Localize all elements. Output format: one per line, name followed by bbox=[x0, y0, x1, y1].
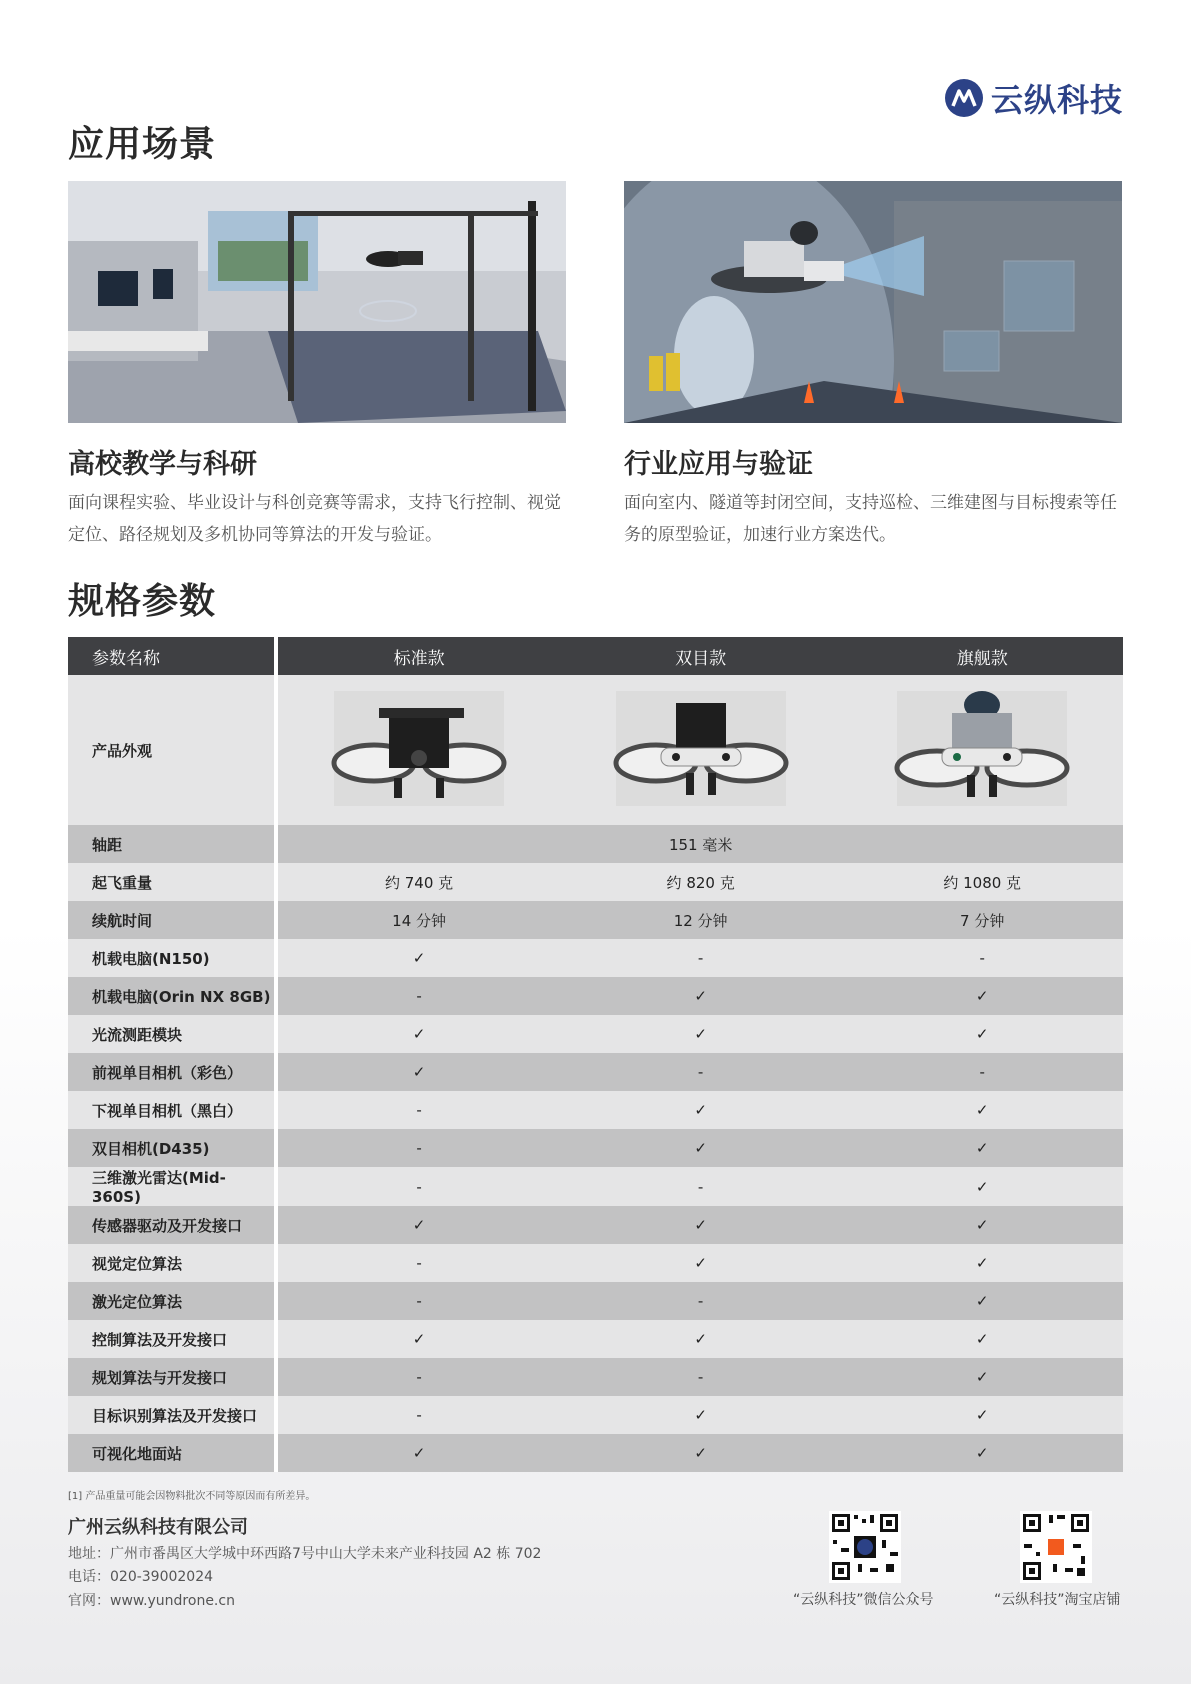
check-icon: ✓ bbox=[841, 1206, 1123, 1244]
not-included-mark: - bbox=[276, 1091, 560, 1129]
spec-row bbox=[68, 1358, 1123, 1396]
scenario-desc-education: 面向课程实验、毕业设计与科创竞赛等需求，支持飞行控制、视觉定位、路径规划及多机协同等算法的开发与验证。 bbox=[68, 493, 561, 545]
not-included-mark: - bbox=[276, 1282, 560, 1320]
check-icon: ✓ bbox=[560, 1396, 842, 1434]
header-param-name: 参数名称 bbox=[68, 637, 276, 675]
check-icon: ✓ bbox=[841, 1358, 1123, 1396]
brand-logo bbox=[945, 75, 1123, 121]
spec-row bbox=[68, 1167, 1123, 1206]
spec-row-label: 规划算法与开发接口 bbox=[68, 1358, 276, 1396]
spec-row-label: 双目相机(D435) bbox=[68, 1129, 276, 1167]
spec-row-label: 机载电脑(N150) bbox=[68, 939, 276, 977]
not-included-mark: - bbox=[841, 1053, 1123, 1091]
spec-row bbox=[68, 1129, 1123, 1167]
check-icon: ✓ bbox=[560, 1015, 842, 1053]
check-icon: ✓ bbox=[841, 1167, 1123, 1206]
check-icon: ✓ bbox=[276, 1053, 560, 1091]
spec-row-label: 下视单目相机（黑白） bbox=[68, 1091, 276, 1129]
check-icon: ✓ bbox=[560, 1091, 842, 1129]
spec-row-label: 机载电脑(Orin NX 8GB) bbox=[68, 977, 276, 1015]
spec-value: 约 740 克 bbox=[276, 863, 560, 901]
check-icon: ✓ bbox=[560, 1129, 842, 1167]
not-included-mark: - bbox=[560, 1282, 842, 1320]
spec-value: 14 分钟 bbox=[276, 901, 560, 939]
check-icon: ✓ bbox=[560, 977, 842, 1015]
check-icon: ✓ bbox=[841, 977, 1123, 1015]
header-flagship: 旗舰款 bbox=[841, 637, 1123, 675]
wheelbase-row bbox=[68, 825, 1123, 863]
check-icon: ✓ bbox=[276, 1206, 560, 1244]
specs-title: 规格参数 bbox=[68, 581, 217, 622]
scenario-desc-industry: 面向室内、隧道等封闭空间，支持巡检、三维建图与目标搜索等任务的原型验证，加速行业方案迭代。 bbox=[624, 493, 1117, 545]
spec-row-label: 激光定位算法 bbox=[68, 1282, 276, 1320]
check-icon: ✓ bbox=[560, 1434, 842, 1472]
taobao-qr-code bbox=[1020, 1511, 1092, 1583]
spec-row bbox=[68, 863, 1123, 901]
not-included-mark: - bbox=[560, 1358, 842, 1396]
spec-value: 约 1080 克 bbox=[841, 863, 1123, 901]
check-icon: ✓ bbox=[560, 1320, 842, 1358]
not-included-mark: - bbox=[276, 1358, 560, 1396]
spec-value: 12 分钟 bbox=[560, 901, 842, 939]
company-phone: 电话：020-39002024 bbox=[68, 1569, 214, 1585]
spec-row-label: 前视单目相机（彩色） bbox=[68, 1053, 276, 1091]
header-stereo: 双目款 bbox=[560, 637, 842, 675]
lab-scene-image bbox=[68, 181, 566, 423]
drone-image-flagship bbox=[841, 675, 1123, 825]
check-icon: ✓ bbox=[276, 1015, 560, 1053]
drone-image-standard bbox=[276, 675, 560, 825]
check-icon: ✓ bbox=[841, 1396, 1123, 1434]
spec-row-label: 控制算法及开发接口 bbox=[68, 1320, 276, 1358]
company-website[interactable]: 官网：www.yundrone.cn bbox=[68, 1593, 235, 1609]
brand-name: 云纵科技 bbox=[990, 81, 1123, 119]
tunnel-scene-image bbox=[624, 181, 1122, 423]
spec-row bbox=[68, 939, 1123, 977]
taobao-qr-label: “云纵科技”淘宝店铺 bbox=[994, 1592, 1121, 1608]
spec-row-label: 三维激光雷达(Mid-360S) bbox=[68, 1167, 276, 1206]
company-name: 广州云纵科技有限公司 bbox=[68, 1517, 248, 1538]
footnote: [1] 产品重量可能会因物料批次不同等原因而有所差异。 bbox=[68, 1491, 316, 1502]
logo-mark-icon bbox=[945, 79, 983, 117]
not-included-mark: - bbox=[841, 939, 1123, 977]
spec-row bbox=[68, 1320, 1123, 1358]
not-included-mark: - bbox=[276, 1167, 560, 1206]
wheelbase-value: 151 毫米 bbox=[276, 825, 1123, 863]
check-icon: ✓ bbox=[841, 1015, 1123, 1053]
check-icon: ✓ bbox=[841, 1320, 1123, 1358]
not-included-mark: - bbox=[560, 1053, 842, 1091]
check-icon: ✓ bbox=[841, 1244, 1123, 1282]
spec-row bbox=[68, 1015, 1123, 1053]
wheelbase-label: 轴距 bbox=[68, 825, 276, 863]
not-included-mark: - bbox=[560, 939, 842, 977]
spec-row bbox=[68, 1091, 1123, 1129]
header-standard: 标准款 bbox=[276, 637, 560, 675]
spec-row bbox=[68, 1396, 1123, 1434]
spec-row bbox=[68, 1053, 1123, 1091]
spec-row-label: 起飞重量 bbox=[68, 863, 276, 901]
not-included-mark: - bbox=[276, 1129, 560, 1167]
spec-row-label: 视觉定位算法 bbox=[68, 1244, 276, 1282]
appearance-label: 产品外观 bbox=[68, 675, 276, 825]
appearance-row bbox=[68, 675, 1123, 825]
check-icon: ✓ bbox=[276, 1434, 560, 1472]
wechat-qr-label: “云纵科技”微信公众号 bbox=[793, 1592, 934, 1608]
check-icon: ✓ bbox=[560, 1244, 842, 1282]
drone-image-stereo bbox=[560, 675, 842, 825]
wechat-qr-code bbox=[829, 1511, 901, 1583]
spec-row bbox=[68, 1206, 1123, 1244]
check-icon: ✓ bbox=[841, 1091, 1123, 1129]
check-icon: ✓ bbox=[276, 939, 560, 977]
not-included-mark: - bbox=[560, 1167, 842, 1206]
spec-row-label: 传感器驱动及开发接口 bbox=[68, 1206, 276, 1244]
scenario-title-industry: 行业应用与验证 bbox=[624, 449, 813, 480]
spec-row bbox=[68, 901, 1123, 939]
check-icon: ✓ bbox=[841, 1282, 1123, 1320]
spec-table bbox=[68, 637, 1123, 1472]
check-icon: ✓ bbox=[560, 1206, 842, 1244]
spec-row-label: 可视化地面站 bbox=[68, 1434, 276, 1472]
scenario-title-education: 高校教学与科研 bbox=[68, 449, 257, 480]
not-included-mark: - bbox=[276, 1244, 560, 1282]
spec-row-label: 目标识别算法及开发接口 bbox=[68, 1396, 276, 1434]
not-included-mark: - bbox=[276, 977, 560, 1015]
spec-value: 约 820 克 bbox=[560, 863, 842, 901]
spec-row bbox=[68, 977, 1123, 1015]
spec-row-label: 续航时间 bbox=[68, 901, 276, 939]
check-icon: ✓ bbox=[841, 1434, 1123, 1472]
spec-value: 7 分钟 bbox=[841, 901, 1123, 939]
spec-row bbox=[68, 1244, 1123, 1282]
spec-row-label: 光流测距模块 bbox=[68, 1015, 276, 1053]
scenarios-title: 应用场景 bbox=[68, 124, 217, 165]
spec-row bbox=[68, 1434, 1123, 1472]
check-icon: ✓ bbox=[276, 1320, 560, 1358]
company-address: 地址：广州市番禺区大学城中环西路7号中山大学未来产业科技园 A2 栋 702 bbox=[68, 1546, 542, 1562]
spec-row bbox=[68, 1282, 1123, 1320]
not-included-mark: - bbox=[276, 1396, 560, 1434]
spec-header-row bbox=[68, 637, 1123, 675]
check-icon: ✓ bbox=[841, 1129, 1123, 1167]
